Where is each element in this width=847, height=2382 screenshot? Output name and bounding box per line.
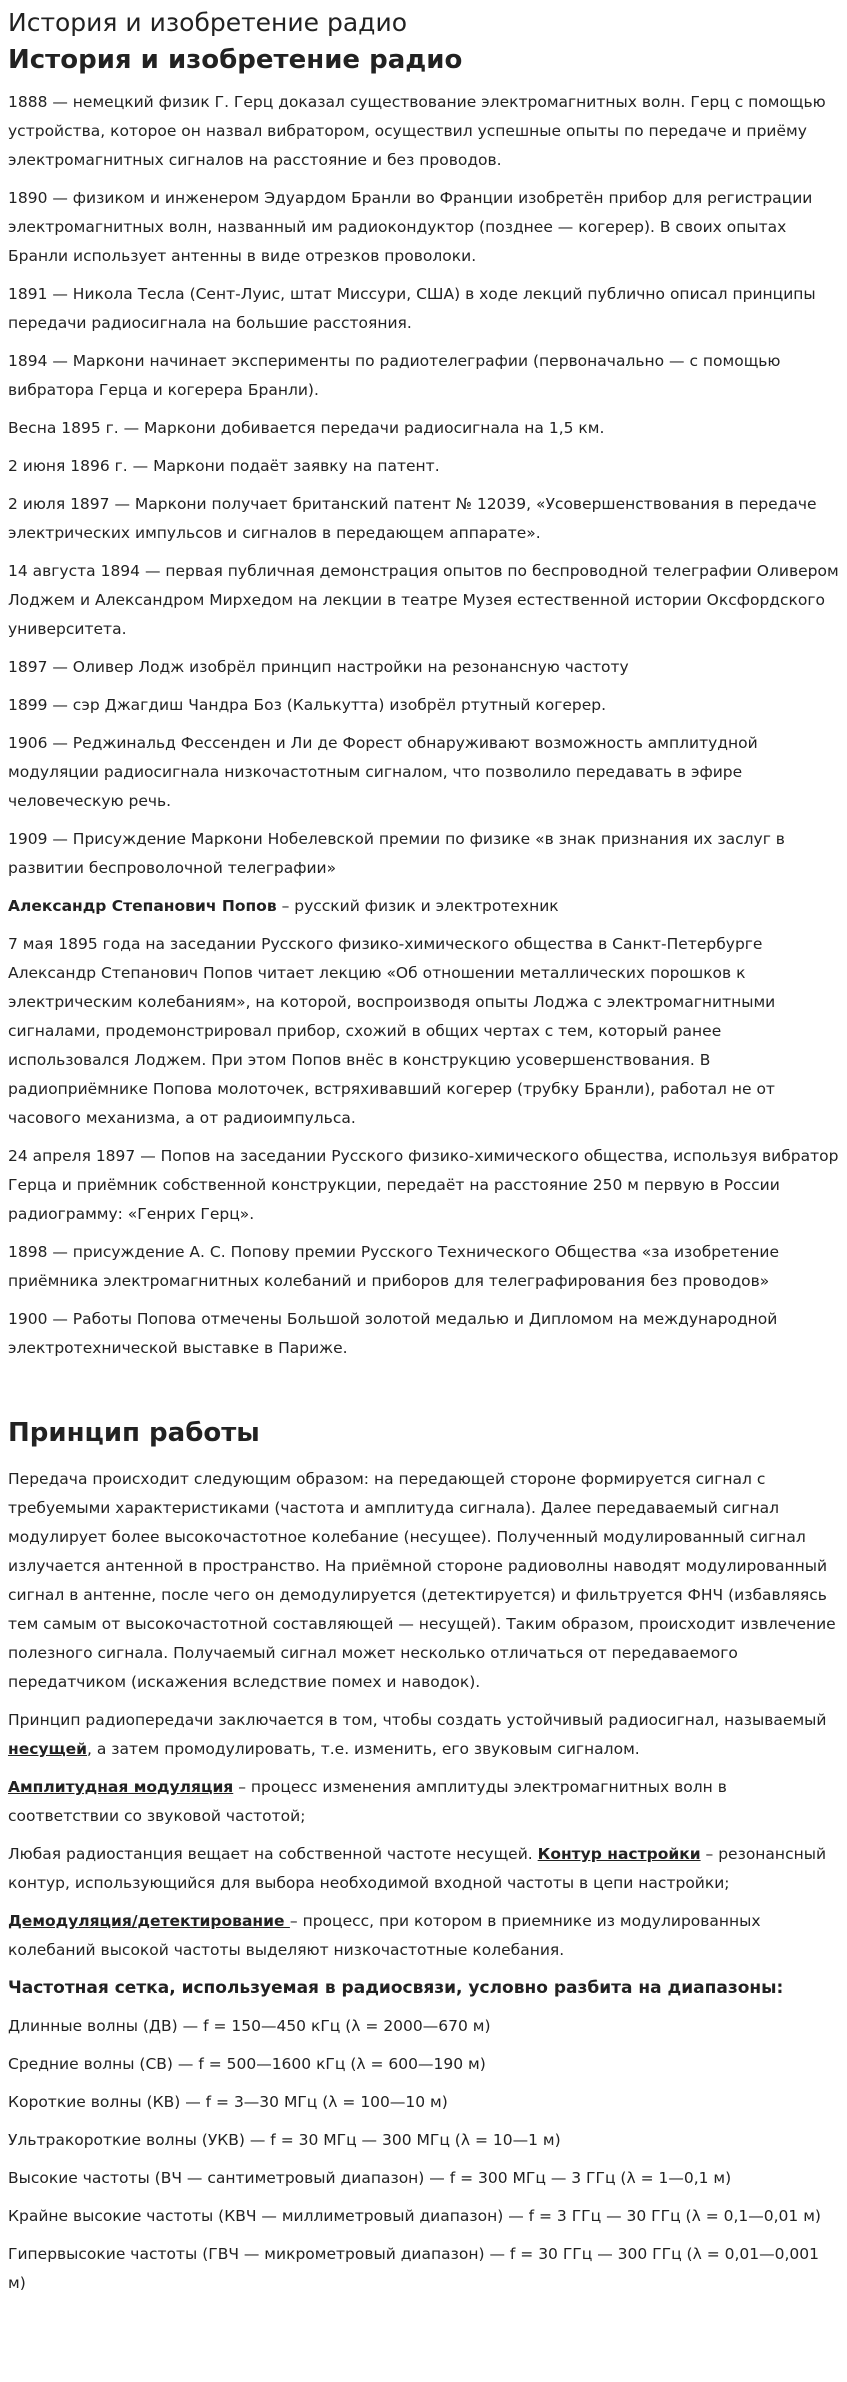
- band-item: Средние волны (СВ) — f = 500—1600 кГц (λ = 600—190 м): [8, 2055, 486, 2073]
- popov-name: Александр Степанович Попов: [8, 897, 277, 915]
- history-item-1900: 1900 — Работы Попова отмечены Большой золотой медалью и Дипломом на международной электротехнической выставке в Париже.: [8, 1310, 778, 1357]
- principle-demodulation: [8, 1907, 839, 1965]
- history-item-1891: 1891 — Никола Тесла (Сент-Луис, штат Миссури, США) в ходе лекций публично описал принципы передачи радиосигнала на большие расстояния.: [8, 285, 816, 332]
- history-item-july-1897: 2 июля 1897 — Маркони получает британский патент № 12039, «Усовершенствования в передаче электрических импульсов и сигналов в передающем аппарате».: [8, 495, 817, 542]
- history-item-1906: 1906 — Реджинальд Фессенден и Ли де Форест обнаруживают возможность амплитудной модуляции радиосигнала низкочастотным сигналом, что позволило передавать в эфире человеческую речь.: [8, 734, 758, 810]
- band-item: Ультракороткие волны (УКВ) — f = 30 МГц — 300 МГц (λ = 10—1 м): [8, 2131, 561, 2149]
- history-item-1899: 1899 — сэр Джагдиш Чандра Боз (Калькутта) изобрёл ртутный когерер.: [8, 696, 607, 714]
- history-item-1894: 1894 — Маркони начинает эксперименты по радиотелеграфии (первоначально — с помощью вибратора Герца и когерера Бранли).: [8, 352, 781, 399]
- principle-carrier: [8, 1706, 839, 1764]
- history-item-1890: 1890 — физиком и инженером Эдуардом Бранли во Франции изобретён прибор для регистрации электромагнитных волн, названный им радиокондуктор (позднее — когерер). В своих опытах Бранли использует антенны в виде отрезков проволоки.: [8, 189, 813, 265]
- circuit-text-before: Любая радиостанция вещает на собственной частоте несущей.: [8, 1845, 538, 1863]
- demod-term: Демодуляция/детектирование: [8, 1912, 290, 1930]
- band-item: Высокие частоты (ВЧ — сантиметровый диапазон) — f = 300 МГц — 3 ГГц (λ = 1—0,1 м): [8, 2169, 732, 2187]
- history-item-1898: 1898 — присуждение А. С. Попову премии Русского Технического Общества «за изобретение приёмника электромагнитных колебаний и приборов для телеграфирования без проводов»: [8, 1243, 779, 1290]
- principle-transmission: Передача происходит следующим образом: на передающей стороне формируется сигнал с требуемыми характеристиками (частота и амплитуда сигнала). Далее передаваемый сигнал модулирует более высокочастотное колебание (несущее). Полученный модулированный сигнал излучается антенной в пространство. На приёмной стороне радиоволны наводят модулированный сигнал в антенне, после чего он демодулируется (детектируется) и фильтруется ФНЧ (избавляясь тем самым от высокочастотной составляющей — несущей). Таким образом, происходит извлечение полезного сигнала. Получаемый сигнал может несколько отличаться от передаваемого передатчиком (искажения вследствие помех и наводок).: [8, 1470, 836, 1691]
- band-item: Короткие волны (КВ) — f = 3—30 МГц (λ = 100—10 м): [8, 2093, 448, 2111]
- carrier-term: несущей: [8, 1740, 88, 1758]
- document-title: История и изобретение радио: [8, 8, 407, 37]
- bands-heading: Частотная сетка, используемая в радиосвязи, условно разбита на диапазоны:: [8, 1978, 784, 1998]
- circuit-text-after: – резонансный контур, использующийся для выбора необходимой входной частоты в цепи настройки;: [8, 1845, 827, 1892]
- history-item-june-1896: 2 июня 1896 г. — Маркони подаёт заявку на патент.: [8, 457, 440, 475]
- history-item-spring-1895: Весна 1895 г. — Маркони добивается передачи радиосигнала на 1,5 км.: [8, 419, 605, 437]
- principle-tuning-circuit: [8, 1840, 839, 1898]
- history-item-may-1895: 7 мая 1895 года на заседании Русского физико-химического общества в Санкт-Петербурге Александр Степанович Попов читает лекцию «Об отношении металлических порошков к электрическим колебаниям», на которой, воспроизводя опыты Лоджа с электромагнитными сигналами, продемонстрировал прибор, схожий в общих чертах с тем, который ранее использовался Лоджем. При этом Попов внёс в конструкцию усовершенствования. В радиоприёмнике Попова молоточек, встряхивавший когерер (трубку Бранли), работал не от часового механизма, а от радиоимпульса.: [8, 935, 776, 1127]
- history-item-august-1894: 14 августа 1894 — первая публичная демонстрация опытов по беспроводной телеграфии Оливером Лоджем и Александром Мирхедом на лекции в театре Музея естественной истории Оксфордского университета.: [8, 562, 839, 638]
- principle-am: [8, 1773, 839, 1831]
- am-term: Амплитудная модуляция: [8, 1778, 234, 1796]
- history-item-1897-lodge: 1897 — Оливер Лодж изобрёл принцип настройки на резонансную частоту: [8, 658, 629, 676]
- history-item-1909: 1909 — Присуждение Маркони Нобелевской премии по физике «в знак признания их заслуг в развитии беспроволочной телеграфии»: [8, 830, 785, 877]
- band-item: Длинные волны (ДВ) — f = 150—450 кГц (λ = 2000—670 м): [8, 2017, 491, 2035]
- am-description: – процесс изменения амплитуды электромагнитных волн в соответствии со звуковой частотой;: [8, 1778, 727, 1825]
- history-item-april-1897: 24 апреля 1897 — Попов на заседании Русского физико-химического общества, используя вибратор Герца и приёмник собственной конструкции, передаёт на расстояние 250 м первую в России радиограмму: «Генрих Герц».: [8, 1147, 839, 1223]
- popov-description: – русский физик и электротехник: [276, 897, 559, 915]
- heading-principle: Принцип работы: [8, 1418, 260, 1448]
- heading-history: История и изобретение радио: [8, 45, 463, 75]
- band-item: Гипервысокие частоты (ГВЧ — микрометровый диапазон) — f = 30 ГГц — 300 ГГц (λ = 0,01—0,001 м): [8, 2245, 819, 2292]
- history-item-1888: 1888 — немецкий физик Г. Герц доказал существование электромагнитных волн. Герц с помощью устройства, которое он назвал вибратором, осуществил успешные опыты по передаче и приёму электромагнитных сигналов на расстояние и без проводов.: [8, 93, 826, 169]
- band-item: Крайне высокие частоты (КВЧ — миллиметровый диапазон) — f = 3 ГГц — 30 ГГц (λ = 0,1—0,01 м): [8, 2207, 821, 2225]
- carrier-text-after: , а затем промодулировать, т.е. изменить, его звуковым сигналом.: [87, 1740, 640, 1758]
- demod-description: – процесс, при котором в приемнике из модулированных колебаний высокой частоты выделяют низкочастотные колебания.: [8, 1912, 761, 1959]
- circuit-term: Контур настройки: [537, 1845, 701, 1863]
- popov-intro: [8, 892, 839, 921]
- carrier-text-before: Принцип радиопередачи заключается в том, чтобы создать устойчивый радиосигнал, называемый: [8, 1711, 827, 1729]
